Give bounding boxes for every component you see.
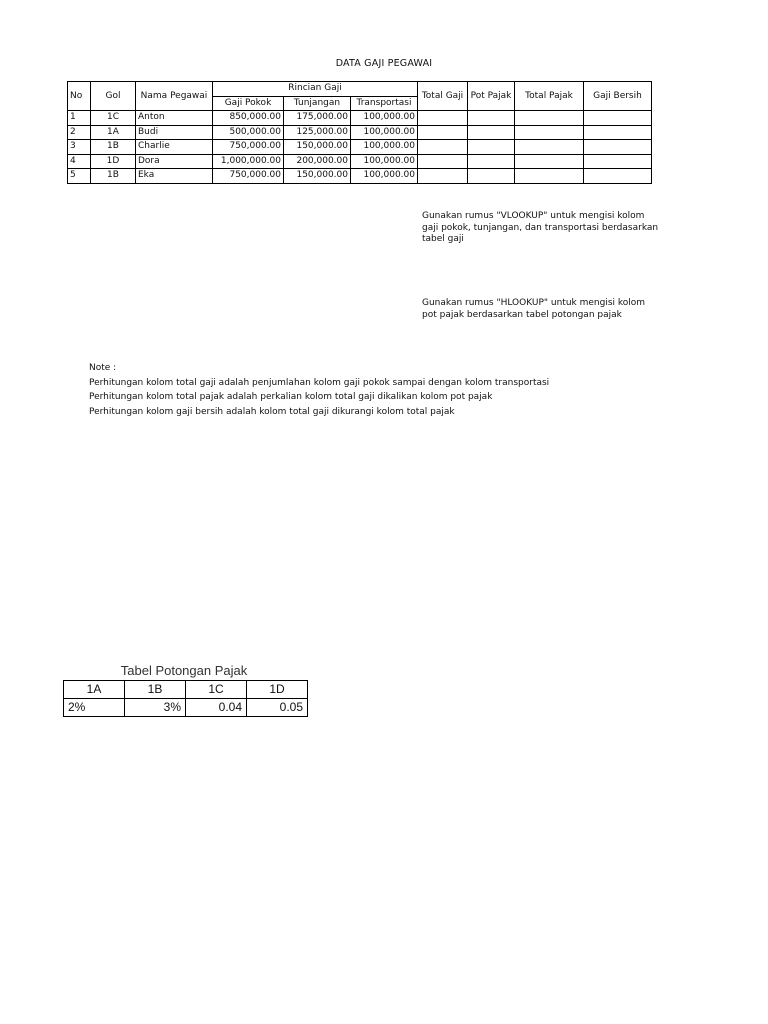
header-gaji-bersih: Gaji Bersih: [584, 82, 652, 111]
cell-gaji-pokok: 500,000.00: [213, 125, 284, 140]
cell-pot-pajak: [468, 140, 515, 155]
note-line: Perhitungan kolom total gaji adalah penjumlahan kolom gaji pokok sampai dengan kolom transportasi: [89, 377, 550, 388]
header-gaji-pokok: Gaji Pokok: [213, 96, 284, 111]
vlookup-instruction: Gunakan rumus "VLOOKUP" untuk mengisi kolom gaji pokok, tunjangan, dan transportasi berdasarkan tabel gaji: [422, 211, 659, 244]
tax-value-row: [64, 699, 308, 717]
header-transportasi: Transportasi: [351, 96, 418, 111]
cell-total-pajak: [515, 111, 584, 126]
header-total-pajak: Total Pajak: [515, 82, 584, 111]
cell-tunjangan: 125,000.00: [284, 125, 351, 140]
header-tunjangan: Tunjangan: [284, 96, 351, 111]
cell-total-gaji: [418, 125, 468, 140]
tax-value-cell: 3%: [125, 699, 186, 717]
tax-header-cell: 1D: [247, 681, 308, 699]
cell-pot-pajak: [468, 154, 515, 169]
tax-deduction-table: [63, 680, 308, 717]
cell-pot-pajak: [468, 125, 515, 140]
table-row: [68, 140, 652, 155]
header-gol: Gol: [91, 82, 136, 111]
cell-total-pajak: [515, 140, 584, 155]
cell-nama: Anton: [136, 111, 213, 126]
note-line: Perhitungan kolom gaji bersih adalah kolom total gaji dikurangi kolom total pajak: [89, 406, 455, 417]
cell-gaji-bersih: [584, 140, 652, 155]
cell-no: 5: [68, 169, 91, 184]
cell-total-gaji: [418, 111, 468, 126]
cell-transportasi: 100,000.00: [351, 169, 418, 184]
cell-transportasi: 100,000.00: [351, 140, 418, 155]
page-title: DATA GAJI PEGAWAI: [335, 58, 433, 69]
cell-transportasi: 100,000.00: [351, 154, 418, 169]
tax-value-cell: 0.04: [186, 699, 247, 717]
hlookup-instruction: Gunakan rumus "HLOOKUP" untuk mengisi kolom pot pajak berdasarkan tabel potongan pajak: [422, 298, 646, 320]
cell-pot-pajak: [468, 169, 515, 184]
cell-gaji-bersih: [584, 154, 652, 169]
cell-total-gaji: [418, 140, 468, 155]
header-no: No: [68, 82, 91, 111]
table-header-row: [68, 82, 652, 97]
cell-gaji-pokok: 850,000.00: [213, 111, 284, 126]
tax-table-title: Tabel Potongan Pajak: [120, 663, 248, 678]
cell-gol: 1B: [91, 169, 136, 184]
notes-heading: Note :: [89, 363, 117, 373]
tax-value-cell: 2%: [64, 699, 125, 717]
cell-no: 3: [68, 140, 91, 155]
cell-total-pajak: [515, 125, 584, 140]
header-rincian: Rincian Gaji: [213, 82, 418, 97]
cell-no: 2: [68, 125, 91, 140]
cell-nama: Dora: [136, 154, 213, 169]
cell-gaji-pokok: 750,000.00: [213, 169, 284, 184]
table-row: [68, 154, 652, 169]
cell-gaji-bersih: [584, 125, 652, 140]
cell-nama: Charlie: [136, 140, 213, 155]
cell-total-gaji: [418, 169, 468, 184]
cell-gol: 1C: [91, 111, 136, 126]
tax-header-row: [64, 681, 308, 699]
cell-total-gaji: [418, 154, 468, 169]
tax-header-cell: 1A: [64, 681, 125, 699]
header-nama: Nama Pegawai: [136, 82, 213, 111]
table-row: [68, 125, 652, 140]
cell-gaji-bersih: [584, 169, 652, 184]
cell-gaji-pokok: 1,000,000.00: [213, 154, 284, 169]
header-total-gaji: Total Gaji: [418, 82, 468, 111]
table-row: [68, 111, 652, 126]
cell-pot-pajak: [468, 111, 515, 126]
cell-nama: Budi: [136, 125, 213, 140]
table-row: [68, 169, 652, 184]
cell-tunjangan: 150,000.00: [284, 169, 351, 184]
cell-nama: Eka: [136, 169, 213, 184]
cell-tunjangan: 150,000.00: [284, 140, 351, 155]
cell-gol: 1D: [91, 154, 136, 169]
cell-gaji-bersih: [584, 111, 652, 126]
tax-header-cell: 1B: [125, 681, 186, 699]
tax-value-cell: 0.05: [247, 699, 308, 717]
cell-no: 1: [68, 111, 91, 126]
cell-total-pajak: [515, 169, 584, 184]
tax-header-cell: 1C: [186, 681, 247, 699]
header-pot-pajak: Pot Pajak: [468, 82, 515, 111]
notes-section: [89, 361, 549, 419]
cell-transportasi: 100,000.00: [351, 125, 418, 140]
salary-table: [67, 81, 652, 184]
cell-tunjangan: 175,000.00: [284, 111, 351, 126]
note-line: Perhitungan kolom total pajak adalah perkalian kolom total gaji dikalikan kolom pot pajak: [89, 392, 493, 402]
cell-tunjangan: 200,000.00: [284, 154, 351, 169]
cell-no: 4: [68, 154, 91, 169]
cell-total-pajak: [515, 154, 584, 169]
cell-gol: 1A: [91, 125, 136, 140]
cell-transportasi: 100,000.00: [351, 111, 418, 126]
cell-gol: 1B: [91, 140, 136, 155]
cell-gaji-pokok: 750,000.00: [213, 140, 284, 155]
